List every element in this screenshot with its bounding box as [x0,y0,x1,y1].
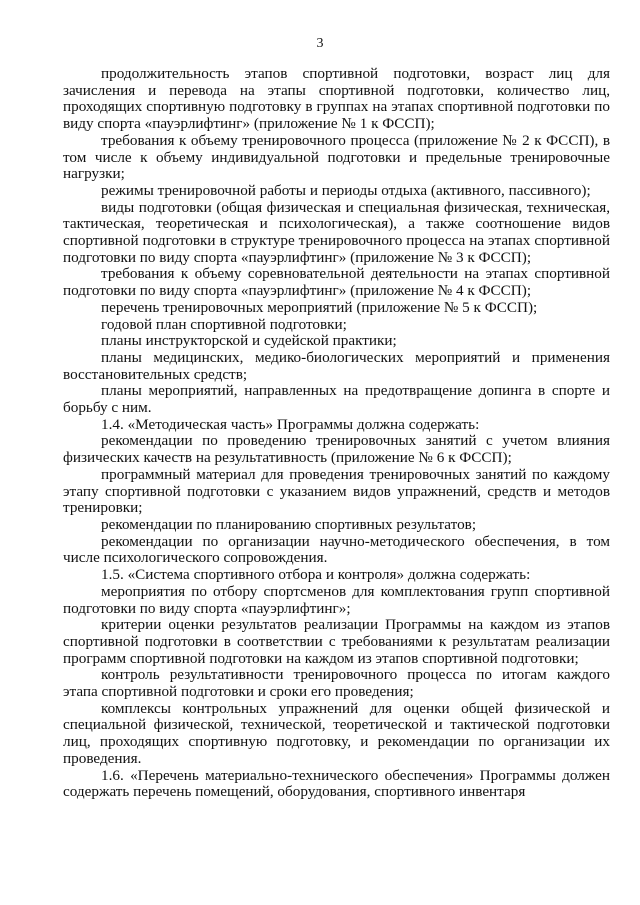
paragraph: требования к объему тренировочного процесса (приложение № 2 к ФССП), в том числе к объему индивидуальной подготовки и предельные тренировочные нагрузки; [63,131,610,183]
paragraph: рекомендации по планированию спортивных результатов; [101,515,477,533]
paragraph: планы инструкторской и судейской практики; [101,332,397,350]
paragraph: мероприятия по отбору спортсменов для комплектования групп спортивной подготовки по виду спорта «пауэрлифтинг»; [63,582,610,617]
paragraph: рекомендации по проведению тренировочных занятий с учетом влияния физических качеств на результативность (приложение № 6 к ФССП); [63,432,610,467]
paragraph: контроль результативности тренировочного процесса по итогам каждого этапа спортивной подготовки и сроки его проведения; [63,666,610,701]
paragraph: перечень тренировочных мероприятий (приложение № 5 к ФССП); [101,298,538,316]
paragraph: виды подготовки (общая физическая и специальная физическая, техническая, тактическая, теоретическая и психологическая), а также соотношение видов спортивной подготовки в структуре тренировочного процесса на этапах спортивной подготовки по виду спорта «пауэрлифтинг» (приложение № 3 к ФССП); [63,198,610,266]
paragraph: годовой план спортивной подготовки; [101,315,347,333]
paragraph: критерии оценки результатов реализации Программы на каждом из этапов спортивной подготовки в соответствии с требованиями к результатам реализации программ спортивной подготовки на каждом из этапов спортивной подготовки; [63,616,610,667]
paragraph: планы мероприятий, направленных на предотвращение допинга в спорте и борьбу с ним. [63,382,610,417]
page-number: 3 [316,36,324,51]
paragraph: продолжительность этапов спортивной подготовки, возраст лиц для зачисления и перевода на этапы спортивной подготовки, количество лиц, проходящих спортивную подготовку в группах на этапах спортивной подготовки по виду спорта «пауэрлифтинг» (приложение № 1 к ФССП); [63,65,610,133]
section-heading: 1.4. «Методическая часть» Программы должна содержать: [101,415,480,433]
paragraph: планы медицинских, медико-биологических мероприятий и применения восстановительных средств; [63,348,610,383]
document-body [63,66,610,801]
paragraph: требования к объему соревновательной деятельности на этапах спортивной подготовки по виду спорта «пауэрлифтинг» (приложение № 4 к ФССП); [63,265,610,300]
section-heading: 1.5. «Система спортивного отбора и контроля» должна содержать: [101,566,531,584]
paragraph: рекомендации по организации научно-методического обеспечения, в том числе психологического сопровождения. [63,532,610,567]
section-heading: 1.6. «Перечень материально-технического обеспечения» Программы должен содержать перечень помещений, оборудования, спортивного инвентаря [63,766,610,801]
paragraph: комплексы контрольных упражнений для оценки общей физической и специальной физической, технической, теоретической и тактической подготовки лиц, проходящих спортивную подготовку, и рекомендации по организации их проведения. [63,699,610,767]
paragraph: программный материал для проведения тренировочных занятий по каждому этапу спортивной подготовки с указанием видов упражнений, средств и методов тренировки; [63,465,610,517]
paragraph: режимы тренировочной работы и периоды отдыха (активного, пассивного); [101,181,591,199]
